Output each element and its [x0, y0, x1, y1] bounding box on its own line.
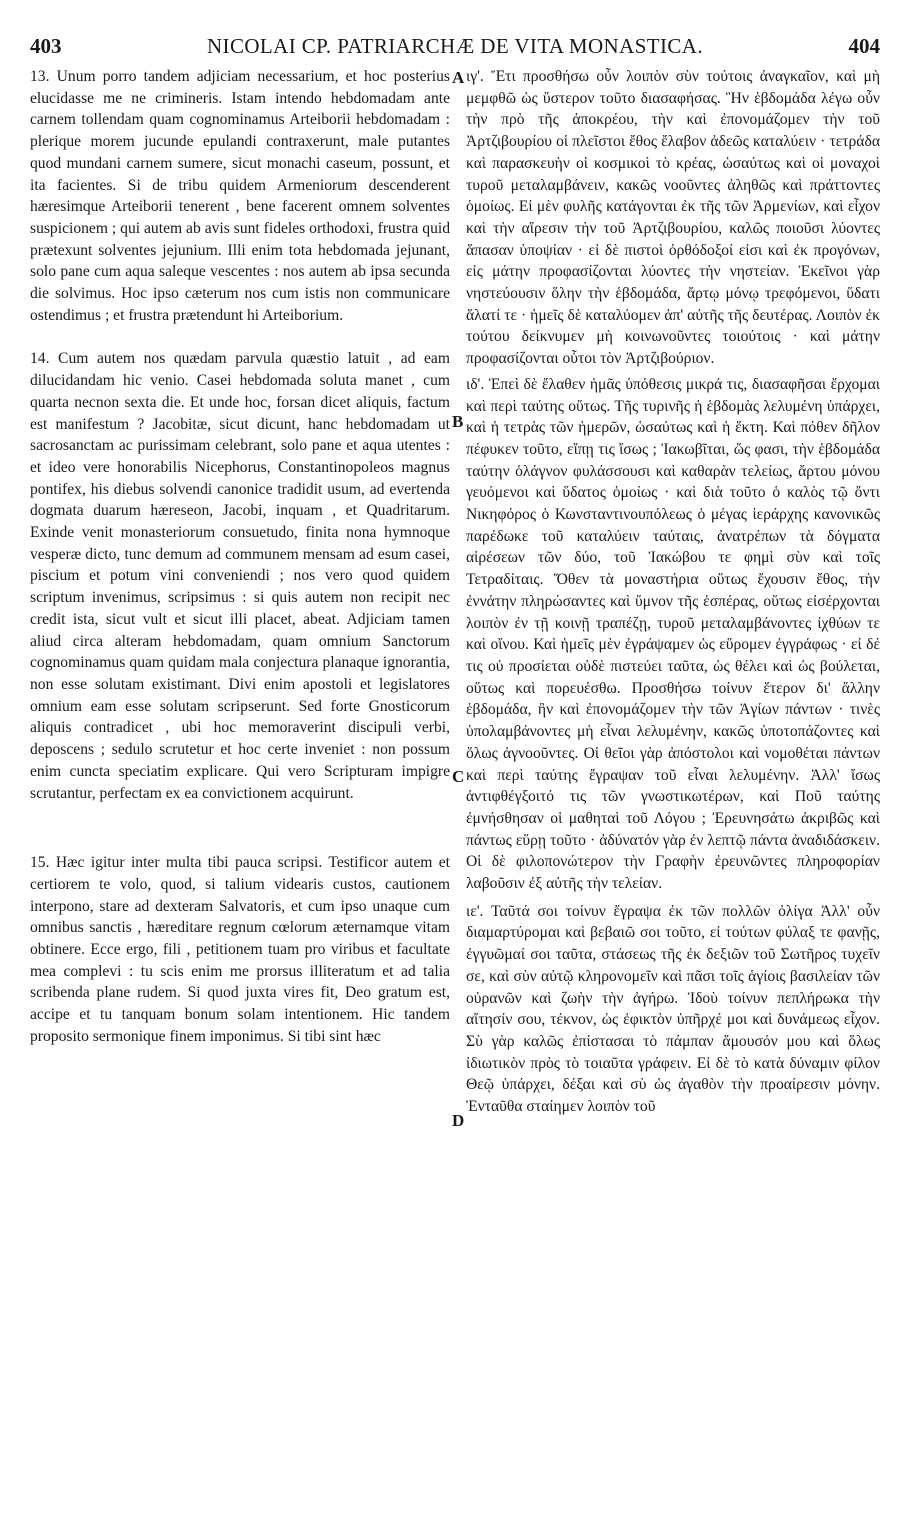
greek-section-15: ιε'. Ταῦτά σοι τοίνυν ἔγραψα ἐκ τῶν πολλῶν ὀλίγα Ἀλλ' οὖν διαμαρτύρομαι καὶ βεβαιῶ σοι τοῦτο, εἰ τούτων φύλαξ τε φανῇς, ἐγγυῶμαί σοι ταῦτα, στάσεως τῆς ἐκ δεξιῶν τοῦ Σωτῆρος τυχεῖν σε, καὶ σὺν αὐτῷ κληρονομεῖν καὶ πᾶσι τοῖς ἁγίοις βασιλείαν τῶν οὐρανῶν καὶ ζωὴν τὴν ἀγήρω. Ἰδοὺ τοίνυν πεπλήρωκα τὴν αἴτησίν σου, τέκνον, ὡς ἐφικτὸν ὑπῆρχέ μοι καὶ δυνάμεως εἶχον. Σὺ γὰρ καλῶς ἐπίστασαι τὸ πάμπαν ἄμουσόν μου καὶ ὅλως ἰδιωτικὸν πρὸς τὸ τοιαῦτα γράφειν. Εἰ δὲ τὸ κατὰ δύναμιν φίλον Θεῷ ὑπάρχει, δέξαι καὶ σὺ ὡς ἀγαθὸν τὴν προαίρεσιν μόνην. Ἐνταῦθα σταίημεν λοιπὸν τοῦ: [466, 902, 880, 1116]
greek-column: [466, 66, 880, 1118]
margin-marker-c: C: [452, 767, 465, 786]
latin-section-15: 15. Hæc igitur inter multa tibi pauca scripsi. Testificor autem et certiorem te volo, quod, si talium videaris custos, cautionem interpono, stare ad dexteram Salvatoris, et cum ipso unaque cum omnibus sanctis , hæreditare regnum cœlorum æternamque vitam obtinere. Ecce ergo, fili , petitionem tuam pro viribus et facultate mea complevi : tu scis enim me prorsus illiteratum et ad talia scribenda plane rudem. Si quod juxta vires fit, Deo gratum est, accipe et tu tanquam bonum solam intentionem. Hic tandem proposito sermonique finem imponimus. Si tibi sint hæc: [30, 854, 450, 1045]
running-title: NICOLAI CP. PATRIARCHÆ DE VITA MONASTICA.: [206, 34, 704, 58]
section-gap: [30, 804, 450, 852]
margin-marker-d: D: [452, 1111, 465, 1130]
section-gap: [30, 326, 450, 348]
page-number-left: 403: [30, 34, 62, 58]
latin-column: [30, 66, 450, 1048]
greek-section-13: ιγ'. Ἔτι προσθήσω οὖν λοιπὸν σὺν τούτοις ἀναγκαῖον, καὶ μὴ μεμφθῶ ὡς ὕστερον τοῦτο διασαφήσας. Ἣν ἑβδομάδα λέγω οὖν τὴν πρὸ τῆς ἀποκρέου, τὴν καὶ ἐπονομάζομεν τὴν τοῦ Ἀρτζιβουρίου οἱ πλεῖστοι ἔθος ἔλαβον ἀδεῶς καταλύειν · τετράδα καὶ παρασκευὴν οἱ κοσμικοὶ τὸ κρέας, ὡσαύτως καὶ οἱ μοναχοὶ τυροῦ μεταλαμβάνειν, κακῶς νοοῦντες ἀληθῶς καὶ πράττοντες ὁμοίως. Εἰ μὲν φυλῆς κατάγονται ἐκ τῆς τῶν Ἀρμενίων, καὶ εἶχον καὶ τὴν αἵρεσιν τὴν τοῦ Ἀρτζιβουρίου, καλῶς ποιοῦσι λύοντες ἅπασαν ὑποψίαν · εἰ δὲ πιστοὶ ὀρθόδοξοί εἰσι καὶ ἐκ προγόνων, εἰς μάτην προφασίζονται λύοντες τὴν νηστείαν. Ἐκεῖνοι γὰρ νηστεύουσιν ὅλην τὴν ἑβδομάδα, ἄρτῳ μόνῳ τρεφόμενοι, ὕδατι ἅλατί τε · ἡμεῖς δὲ καταλύομεν ἀπ' αὐτῆς τῆς δευτέρας. Λοιπὸν ἐκ τούτου δείκνυμεν μὴ κοινωνοῦντες τοιούτοις · καὶ μάτην προφασίζονται οὗτοι τὸν Ἀρτζιβούριον.: [466, 68, 880, 368]
latin-section-13: 13. Unum porro tandem adjiciam necessarium, et hoc posterius elucidasse me ne crimineris. Istam intendo hebdomadam ante carnem tollendam quam cognominamus Arteiborii hebdomadam : plerique morem jucunde epulandi contraxerunt, male putantes quod mundani carnem sumere, sicut monachi caseum, possunt, et ita facientes. Si de tribu quidem Armeniorum descenderent hæresimque Arteiborii tenerent , bene facerent omnem solventes suspicionem ; qui autem ab avis sunt fideles orthodoxi, frustra quid prætexunt solventes jejunium. Illi enim tota hebdomada jejunant, solo pane cum aqua saleque vescentes : nos autem ab ipsa secunda die solvimus. Hoc ipso cæterum nos cum istis non communicare ostendimus ; et frustra prætendunt hi Arteiborium.: [30, 68, 450, 324]
greek-section-14: ιδ'. Ἐπεὶ δὲ ἔλαθεν ἡμᾶς ὑπόθεσις μικρά τις, διασαφῆσαι ἔρχομαι καὶ περὶ ταύτης οὕτως. Τῆς τυρινῆς ἡ ἑβδομὰς λελυμένη ὑπάρχει, καὶ ἡ τετρὰς τῶν ἡμερῶν, ὡσαύτως καὶ ἡ ἕκτη. Καὶ πόθεν δῆλον πέφυκεν τοῦτο, εἴπῃ τις ἴσως ; Ἰακωβῖται, ὥς φασι, τὴν ἑβδομάδα ταύτην ὁλάγνον φυλάσσουσι καὶ καθαρὰν τελείως, ἄρτου μόνου γευόμενοι καὶ ὕδατος ὁμοίως · καὶ διὰ τοῦτο ὁ καλὸς τῷ ὄντι Νικηφόρος ὁ Κωνσταντινουπόλεως ὁ μέγας ἱεράρχης κανονικῶς παρέδωκε τοῦ καταλύειν ταύταις, ἀνατρέπων τὰ δόγματα αἱρέσεων τῶν δύο, τοῦ Ἰακώβου τε φημὶ σὺν καὶ τοῖς Τετραδίταις. Ὅθεν τὰ μοναστήρια οὕτως ἔχουσιν ἔθος, τὴν ἐννάτην πληρώσαντες καὶ ὕμνον τῆς ἑσπέρας, οὕτως εἰσέρχονται λοιπὸν ἐν τῇ κοινῇ τραπέζῃ, τυροῦ μεταλαμβάνοντες ἰχθύων τε καὶ οἴνου. Καὶ ἡμεῖς μὲν ἐγράψαμεν ὡς εὕρομεν ἐγγράφως · εἰ δέ τις οὐ προσίεται οὐδὲ πιστεύει ταῦτα, ὡς θέλει καὶ ὡς βούλεται, οὕτως καὶ πορευέσθω. Προσθήσω τοίνυν ἕτερον δι' ἄλλην ἑβδομάδα, ἣν καὶ ἐπονομάζομεν τὴν τῶν Ἁγίων πάντων · τινὲς ὑπολαμβάνοντες μὴ εἶναι λελυμένην, κακῶς ὑποτοπάζοντες καὶ ὅλως ἀγνοοῦντες. Οἱ θεῖοι γὰρ ἀπόστολοι καὶ νομοθέται πάντων καὶ περὶ ταύτης ἔγραψαν τοῦ εἶναι λελυμένην. Ἀλλ' ἴσως ἀντιφθέγξοιτό τις τῶν γνωστικωτέρων, καὶ Ποῦ ταύτης ἐμνήσθησαν οἱ μαθηταὶ τοῦ Λόγου ; Ἐρευνησάτω ἀκριβῶς καὶ πάντως εὕρῃ τοῦτο · ἀδύνατόν γὰρ ἐν λεπτῷ πάντα ἀναδιδάσκειν. Οἱ δὲ φιλοπονώτερον τὴν Γραφὴν ἐρευνῶντες πληροφορίαν λαβοῦσιν ἐξ αὐτῆς τὴν τελείαν.: [466, 375, 880, 893]
running-header: [30, 34, 880, 64]
margin-marker-b: B: [452, 412, 464, 431]
margin-marker-a: A: [452, 68, 465, 87]
page-number-right: 404: [848, 34, 880, 58]
latin-section-14: 14. Cum autem nos quædam parvula quæstio latuit , ad eam dilucidandam hic venio. Casei hebdomada soluta manet , cum quarta necnon sexta die. Et unde hoc, forsan dicet aliquis, factum est manifestum ? Jacobitæ, sicut dicunt, hanc hebdomadam ut sacrosanctam ac purissimam celebrant, solo pane et aqua utentes : et ideo vere honorabilis Nicephorus, Constantinopoleos magnus pontifex, his diebus solvendi canonice tradidit usum, ad evertenda dogmata duarum hæreseon, Jacobi, inquam , et Quadritarum. Exinde venit monasteriorum consuetudo, finita nona hymnoque vesperæ dicto, tunc demum ad communem mensam ad esum casei, piscium et potum vini conveniendi ; nos vero quod quidem scriptum invenimus, scripsimus : si quis autem non recipit nec credit ista, sicut vult et sicut illi placet, abeat. Adjiciam tamen aliud circa alteram hebdomadam, quam omnium Sanctorum cognominamus quam quidam mala conjectura planaque ignorantia, non esse solutam existimant. Divi enim apostoli et legislatores omnium eam esse solutam scripserunt. Sed forte Gnosticorum aliquis contradicet , ubi hoc memoraverint discipuli verbi, deposcens ; sedulo scrutetur et hoc certe inveniet : non possum enim cuncta speciatim explicare. Qui vero Scripturam impigre scrutantur, perfectam ex ea convictionem acquirunt.: [30, 350, 450, 802]
